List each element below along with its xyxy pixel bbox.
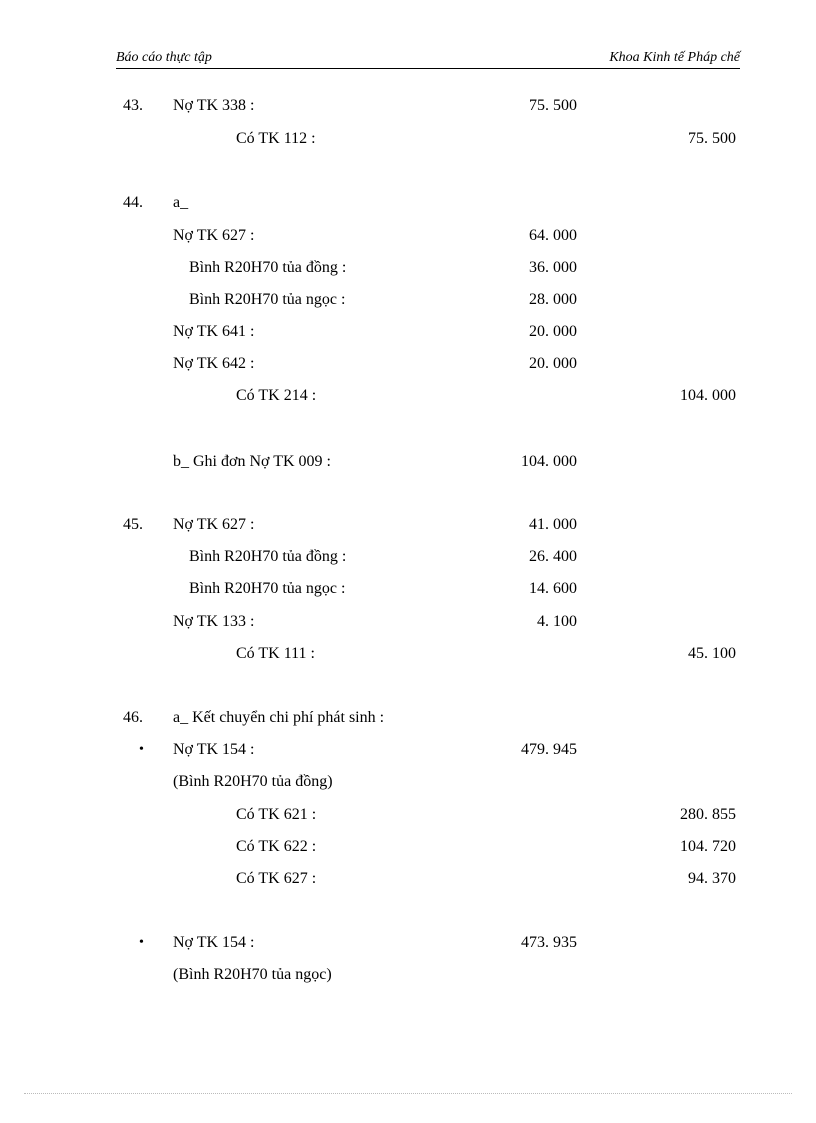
credit-label: Có TK 622 :	[236, 838, 317, 855]
bullet-icon: •	[139, 935, 144, 950]
product-note: (Bình R20H70 tủa đồng)	[173, 773, 333, 790]
debit-label: Nợ TK 642 :	[173, 355, 255, 372]
part-b-amount: 104. 000	[521, 453, 577, 470]
sub-item-amount: 26. 400	[529, 548, 577, 565]
debit-label: Nợ TK 154 :	[173, 934, 255, 951]
debit-label: Nợ TK 627 :	[173, 516, 255, 533]
debit-amount: 20. 000	[529, 323, 577, 340]
debit-label: Nợ TK 338 :	[173, 97, 255, 114]
sub-item-label: Bình R20H70 tủa ngọc :	[189, 291, 346, 308]
debit-amount: 41. 000	[529, 516, 577, 533]
sub-item-amount: 36. 000	[529, 259, 577, 276]
sub-item-label: Bình R20H70 tủa đồng :	[189, 548, 347, 565]
entry-number: 44.	[123, 194, 143, 211]
part-a-label: a_ Kết chuyển chi phí phát sinh :	[173, 709, 385, 726]
sub-item-amount: 28. 000	[529, 291, 577, 308]
credit-label: Có TK 111 :	[236, 645, 315, 662]
debit-label: Nợ TK 133 :	[173, 613, 255, 630]
credit-label: Có TK 627 :	[236, 870, 317, 887]
product-note: (Bình R20H70 tủa ngọc)	[173, 966, 332, 983]
header-right-title: Khoa Kinh tế Pháp chế	[609, 50, 740, 65]
credit-label: Có TK 214 :	[236, 387, 317, 404]
debit-label: Nợ TK 154 :	[173, 741, 255, 758]
header-left-title: Báo cáo thực tập	[116, 50, 212, 65]
page-header	[116, 48, 740, 69]
sub-item-amount: 14. 600	[529, 580, 577, 597]
debit-amount: 473. 935	[521, 934, 577, 951]
credit-amount: 280. 855	[680, 806, 736, 823]
entry-number: 46.	[123, 709, 143, 726]
sub-item-label: Bình R20H70 tủa đồng :	[189, 259, 347, 276]
credit-amount: 104. 000	[680, 387, 736, 404]
credit-label: Có TK 112 :	[236, 130, 316, 147]
credit-amount: 94. 370	[688, 870, 736, 887]
part-a-label: a_	[173, 194, 189, 211]
debit-label: Nợ TK 627 :	[173, 227, 255, 244]
debit-amount: 75. 500	[529, 97, 577, 114]
page-footer-divider	[24, 1093, 792, 1094]
debit-amount: 20. 000	[529, 355, 577, 372]
debit-label: Nợ TK 641 :	[173, 323, 255, 340]
sub-item-label: Bình R20H70 tủa ngọc :	[189, 580, 346, 597]
debit-amount: 4. 100	[537, 613, 577, 630]
credit-amount: 45. 100	[688, 645, 736, 662]
debit-amount: 64. 000	[529, 227, 577, 244]
part-b-label: b_ Ghi đơn Nợ TK 009 :	[173, 453, 331, 470]
credit-amount: 75. 500	[688, 130, 736, 147]
debit-amount: 479. 945	[521, 741, 577, 758]
bullet-icon: •	[139, 742, 144, 757]
credit-label: Có TK 621 :	[236, 806, 317, 823]
entry-number: 45.	[123, 516, 143, 533]
entry-number: 43.	[123, 97, 143, 114]
credit-amount: 104. 720	[680, 838, 736, 855]
